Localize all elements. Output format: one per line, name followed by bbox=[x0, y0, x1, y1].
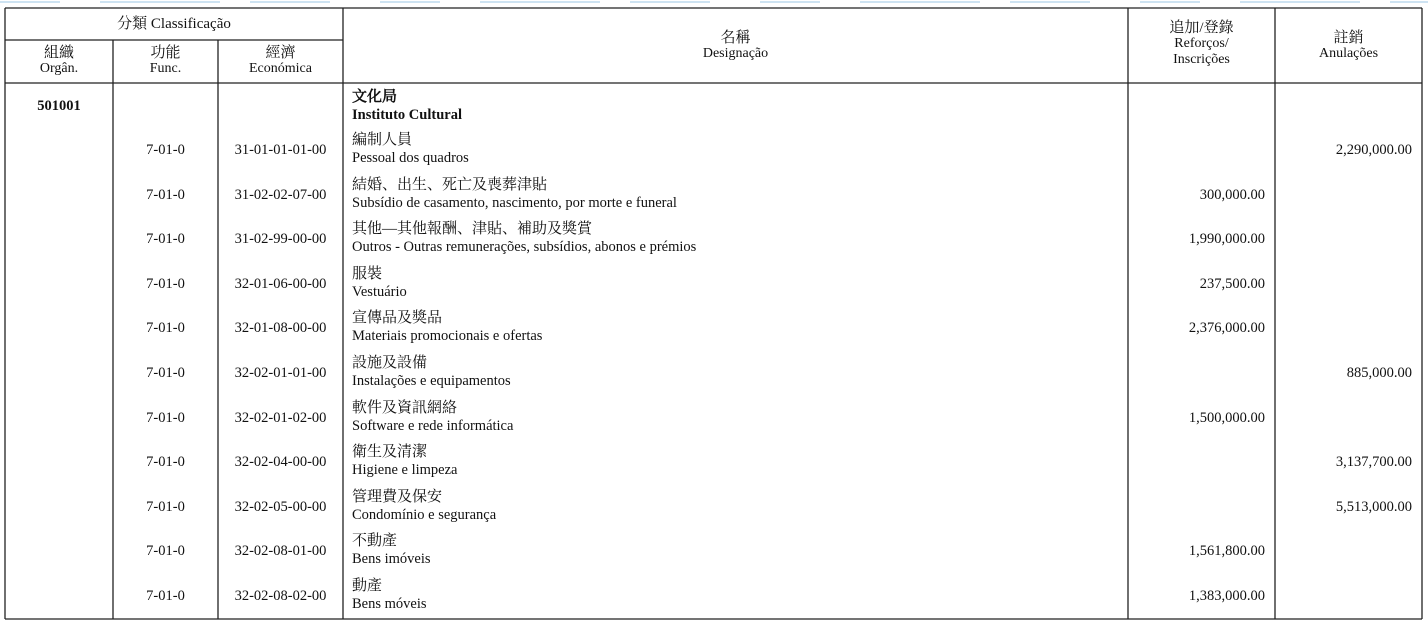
header-organ-pt: Orgân. bbox=[39, 61, 79, 76]
row-econ-code: 31-02-02-07-00 bbox=[234, 186, 327, 203]
header-reforcos-pt1: Reforços/ bbox=[1174, 36, 1229, 51]
row-econ-code: 32-02-01-02-00 bbox=[234, 409, 327, 426]
row-desig-zh: 結婚、出生、死亡及喪葬津貼 bbox=[352, 176, 548, 193]
row-econ-code: 32-02-05-00-00 bbox=[234, 498, 327, 515]
entity-name-pt: Instituto Cultural bbox=[352, 107, 462, 123]
row-func-code: 7-01-0 bbox=[146, 365, 185, 381]
row-desig-pt: Vestuário bbox=[352, 283, 407, 300]
row-desig-pt: Bens imóveis bbox=[352, 551, 431, 568]
header-reforcos-pt2: Inscrições bbox=[1173, 52, 1230, 67]
row-func-code: 7-01-0 bbox=[146, 275, 185, 292]
row-func-code: 7-01-0 bbox=[146, 186, 185, 203]
row-desig-zh: 不動產 bbox=[352, 533, 398, 550]
header-organ bbox=[5, 45, 113, 77]
entity-code: 501001 bbox=[37, 98, 81, 114]
row-func-code: 7-01-0 bbox=[146, 498, 185, 515]
row-desig-zh: 衛生及清潔 bbox=[352, 444, 428, 461]
row-econ-code: 32-02-08-01-00 bbox=[234, 543, 327, 560]
row-desig-zh: 設施及設備 bbox=[352, 355, 428, 371]
header-econ-pt: Económica bbox=[249, 61, 312, 76]
row-desig-pt: Software e rede informática bbox=[352, 417, 514, 434]
header-func-pt: Func. bbox=[149, 61, 182, 76]
header-anul-pt: Anulações bbox=[1318, 46, 1379, 61]
header-reforcos bbox=[1128, 20, 1275, 68]
row-func-code: 7-01-0 bbox=[146, 543, 185, 560]
header-organ-zh: 組織 bbox=[43, 45, 74, 61]
row-desig-pt: Materiais promocionais e ofertas bbox=[352, 328, 543, 345]
row-econ-code: 32-02-08-02-00 bbox=[234, 588, 327, 604]
row-reforco-value: 1,561,800.00 bbox=[1188, 543, 1265, 560]
row-desig-pt: Higiene e limpeza bbox=[352, 462, 458, 479]
header-designacao bbox=[343, 30, 1128, 62]
row-desig-zh: 軟件及資訊網絡 bbox=[352, 399, 458, 416]
row-desig-zh: 其他—其他報酬、津貼、補助及獎賞 bbox=[352, 221, 593, 238]
row-desig-pt: Bens móveis bbox=[352, 596, 427, 612]
entity-name-zh: 文化局 bbox=[352, 89, 398, 105]
row-desig-pt: Condomínio e segurança bbox=[352, 506, 497, 523]
row-desig-pt: Instalações e equipamentos bbox=[352, 373, 511, 389]
row-econ-code: 32-02-01-01-00 bbox=[234, 365, 327, 381]
row-desig-pt: Pessoal dos quadros bbox=[352, 150, 469, 166]
row-reforco-value: 1,990,000.00 bbox=[1188, 231, 1265, 248]
row-reforco-value: 1,383,000.00 bbox=[1188, 588, 1265, 604]
row-func-code: 7-01-0 bbox=[146, 142, 185, 158]
header-econ bbox=[218, 45, 343, 77]
row-reforco-value: 237,500.00 bbox=[1199, 275, 1265, 292]
row-econ-code: 32-01-06-00-00 bbox=[234, 275, 327, 292]
row-econ-code: 31-01-01-01-00 bbox=[234, 142, 327, 158]
row-func-code: 7-01-0 bbox=[146, 454, 185, 471]
row-econ-code: 32-02-04-00-00 bbox=[234, 454, 327, 471]
header-reforcos-zh: 追加/登錄 bbox=[1169, 20, 1234, 36]
header-econ-zh: 經濟 bbox=[265, 45, 296, 61]
row-desig-zh: 編制人員 bbox=[352, 132, 413, 148]
header-anul-zh: 註銷 bbox=[1333, 30, 1364, 46]
header-func bbox=[113, 45, 218, 77]
row-desig-zh: 宣傳品及獎品 bbox=[352, 310, 443, 327]
row-desig-pt: Subsídio de casamento, nascimento, por morte e funeral bbox=[352, 194, 677, 211]
header-func-zh: 功能 bbox=[150, 45, 181, 61]
row-desig-zh: 動產 bbox=[352, 578, 383, 594]
row-func-code: 7-01-0 bbox=[146, 231, 185, 248]
row-anulacao-value: 885,000.00 bbox=[1346, 365, 1412, 381]
row-func-code: 7-01-0 bbox=[146, 588, 185, 604]
row-anulacao-value: 5,513,000.00 bbox=[1335, 498, 1412, 515]
header-desig-pt: Designação bbox=[702, 46, 769, 61]
row-reforco-value: 1,500,000.00 bbox=[1188, 409, 1265, 426]
row-reforco-value: 300,000.00 bbox=[1199, 186, 1265, 203]
row-anulacao-value: 3,137,700.00 bbox=[1335, 454, 1412, 471]
row-anulacao-value: 2,290,000.00 bbox=[1335, 142, 1412, 158]
row-desig-pt: Outros - Outras remunerações, subsídios, abonos e prémios bbox=[352, 239, 697, 256]
header-desig-zh: 名稱 bbox=[720, 30, 751, 46]
row-econ-code: 31-02-99-00-00 bbox=[234, 231, 327, 248]
row-desig-zh: 服裝 bbox=[352, 265, 383, 282]
row-func-code: 7-01-0 bbox=[146, 320, 185, 337]
row-econ-code: 32-01-08-00-00 bbox=[234, 320, 327, 337]
header-classificacao: 分類 Classificação bbox=[117, 16, 231, 32]
row-desig-zh: 管理費及保安 bbox=[352, 488, 443, 505]
header-anulacoes bbox=[1275, 30, 1422, 62]
row-func-code: 7-01-0 bbox=[146, 409, 185, 426]
row-reforco-value: 2,376,000.00 bbox=[1188, 320, 1265, 337]
